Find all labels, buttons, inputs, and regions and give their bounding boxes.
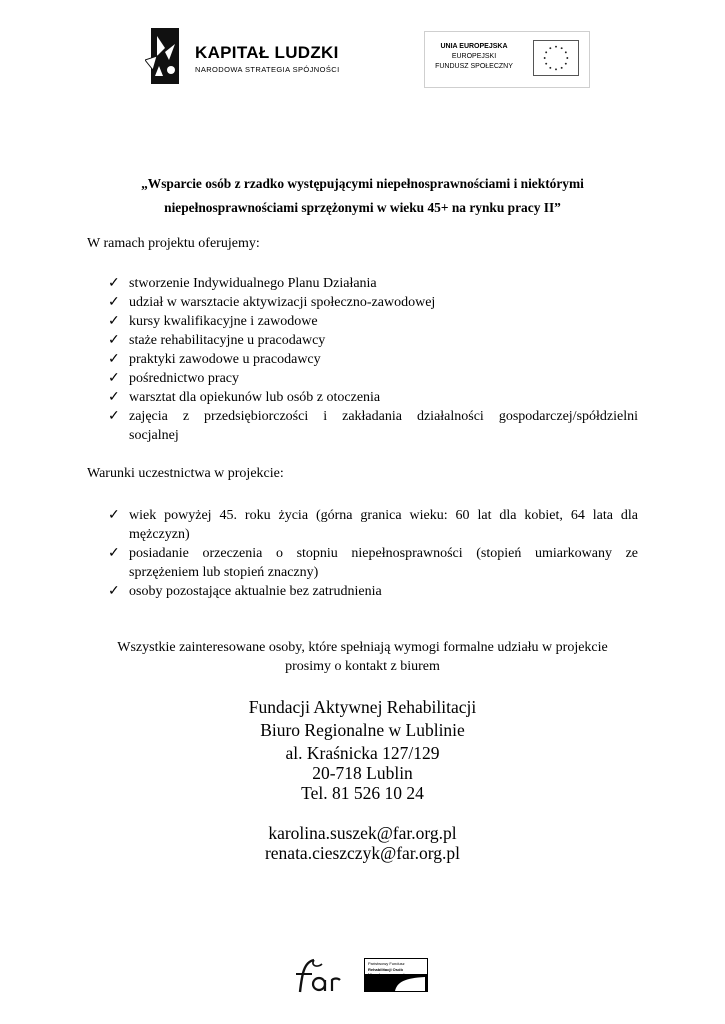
checkmark-icon: ✓ xyxy=(108,352,120,367)
contact-phone: Tel. 81 526 10 24 xyxy=(301,783,424,803)
condition-item-text-line2: mężczyzn) xyxy=(129,527,190,542)
project-title-line2: niepełnosprawnościami sprzężonymi w wieku 45+ na rynku pracy II” xyxy=(164,200,561,215)
pfron-wave-icon xyxy=(365,974,427,991)
offer-item xyxy=(108,312,638,331)
invite-line1: Wszystkie zainteresowane osoby, które spełniają wymogi formalne udziału w projekcie xyxy=(117,640,608,655)
checkmark-icon: ✓ xyxy=(108,584,120,599)
offer-item xyxy=(108,407,638,445)
pfron-logo-line1: Państwowy Fundusz xyxy=(368,961,405,966)
contact-street: al. Kraśnicka 127/129 xyxy=(285,743,440,763)
contact-organization: Fundacji Aktywnej Rehabilitacji xyxy=(248,697,477,717)
conditions-intro: Warunki uczestnictwa w projekcie: xyxy=(87,466,284,481)
pfron-logo xyxy=(364,958,428,992)
offer-item-text-line1: zajęcia z przedsiębiorczości i zakładania działalności gospodarczej/spółdzielni xyxy=(129,409,638,424)
offer-item xyxy=(108,331,638,350)
contact-city: 20-718 Lublin xyxy=(312,763,413,783)
condition-item-text-line1: wiek powyżej 45. roku życia (górna granica wieku: 60 lat dla kobiet, 64 lata dla xyxy=(129,508,638,523)
checkmark-icon: ✓ xyxy=(108,546,120,561)
offer-item xyxy=(108,369,638,388)
condition-item xyxy=(108,506,638,544)
condition-item-text-line2: sprzężeniem lub stopień znaczny) xyxy=(129,565,319,580)
offer-item-text: kursy kwalifikacyjne i zawodowe xyxy=(129,314,318,329)
offer-item-text: warsztat dla opiekunów lub osób z otoczenia xyxy=(129,390,381,405)
eu-logo-line3: FUNDUSZ SPOŁECZNY xyxy=(435,63,513,70)
checkmark-icon: ✓ xyxy=(108,295,120,310)
pfron-logo-line2: Rehabilitacji Osób xyxy=(368,967,403,972)
kapital-ludzki-subtitle: NARODOWA STRATEGIA SPÓJNOŚCI xyxy=(195,65,340,74)
invite-line2: prosimy o kontakt z biurem xyxy=(285,659,440,674)
checkmark-icon: ✓ xyxy=(108,314,120,329)
pfron-logo-bar xyxy=(365,974,427,991)
conditions-list xyxy=(108,506,638,601)
checkmark-icon: ✓ xyxy=(108,409,120,424)
offer-item-text: staże rehabilitacyjne u pracodawcy xyxy=(129,333,326,348)
contact-email-karolina: karolina.suszek@far.org.pl xyxy=(268,823,457,843)
offer-list xyxy=(108,274,638,445)
condition-item-text: osoby pozostające aktualnie bez zatrudnienia xyxy=(129,584,382,599)
kapital-ludzki-mark-icon xyxy=(145,26,185,86)
eu-flag-icon xyxy=(533,40,579,76)
condition-item xyxy=(108,582,638,601)
offer-item-text: pośrednictwo pracy xyxy=(129,371,240,386)
checkmark-icon: ✓ xyxy=(108,276,120,291)
checkmark-icon: ✓ xyxy=(108,371,120,386)
kapital-ludzki-logo xyxy=(145,26,355,92)
checkmark-icon: ✓ xyxy=(108,333,120,348)
condition-item xyxy=(108,544,638,582)
checkmark-icon: ✓ xyxy=(108,390,120,405)
condition-item-text-line1: posiadanie orzeczenia o stopniu niepełnosprawności (stopień umiarkowany ze xyxy=(129,546,638,561)
contact-email-renata: renata.cieszczyk@far.org.pl xyxy=(264,843,461,863)
offer-item-text: praktyki zawodowe u pracodawcy xyxy=(129,352,321,367)
offer-item-text-line2: socjalnej xyxy=(129,428,179,443)
checkmark-icon: ✓ xyxy=(108,508,120,523)
eu-logo-line1: UNIA EUROPEJSKA xyxy=(440,43,508,50)
offer-item-text: udział w warsztacie aktywizacji społeczno-zawodowej xyxy=(129,295,436,310)
eu-logo-text xyxy=(433,42,515,72)
offer-item xyxy=(108,350,638,369)
eu-logo-line2: EUROPEJSKI xyxy=(451,53,497,60)
kapital-ludzki-title: KAPITAŁ LUDZKI xyxy=(195,43,339,62)
contact-office: Biuro Regionalne w Lublinie xyxy=(260,720,465,740)
offer-item xyxy=(108,388,638,407)
eu-logo xyxy=(424,31,590,88)
offer-item-text: stworzenie Indywidualnego Planu Działania xyxy=(129,276,377,291)
far-logo xyxy=(292,956,344,994)
offer-item xyxy=(108,293,638,312)
offer-item xyxy=(108,274,638,293)
offer-intro: W ramach projektu oferujemy: xyxy=(87,236,260,251)
project-title-line1: „Wsparcie osób z rzadko występującymi niepełnosprawnościami i niektórymi xyxy=(141,176,584,191)
